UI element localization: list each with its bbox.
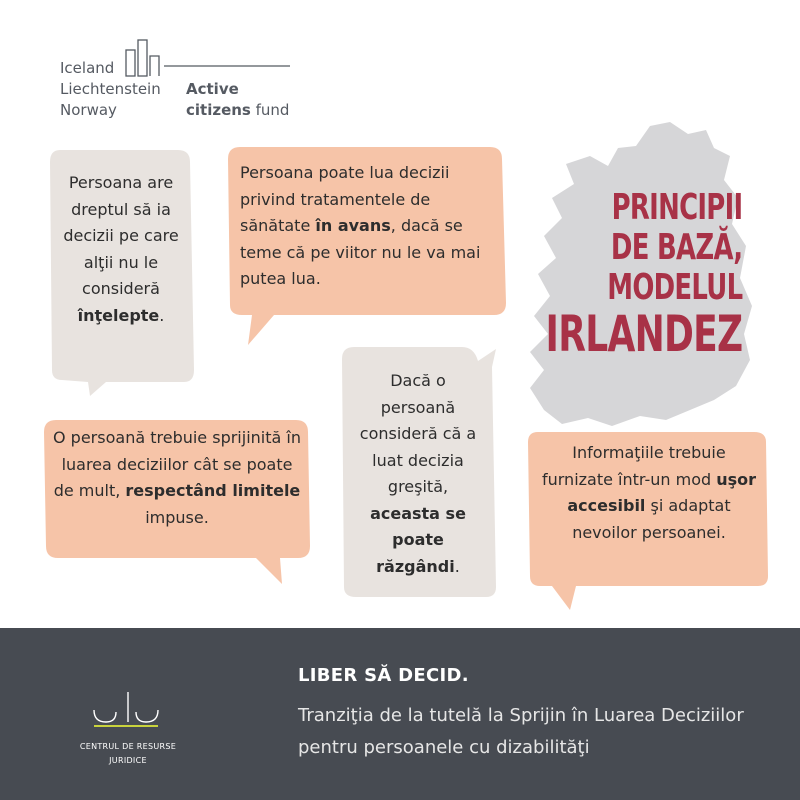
bubble-2-end: , dacă se teme că pe viitor nu le va mai putea lua. <box>240 216 481 288</box>
title-line-2: DE BAZĂ, <box>610 227 742 268</box>
speech-bubble-1 <box>58 170 184 329</box>
bubble-2-text: Persoana poate lua decizii privind tratamentele de sănătate <box>240 163 450 235</box>
logo-program-line1: Active <box>186 80 239 98</box>
speech-bubble-2 <box>240 160 496 293</box>
title-line-3: MODELUL <box>606 267 742 308</box>
bubble-5-bold: uşor accesibil <box>567 469 757 515</box>
bubble-2-bold: în avans <box>315 216 391 235</box>
org-name-line-2: JURIDICE <box>109 756 147 765</box>
country-norway: Norway <box>60 101 117 119</box>
country-iceland: Iceland <box>60 59 115 77</box>
bubble-1-text: Persoana are dreptul să ia decizii pe care alţii nu le consideră <box>63 173 179 298</box>
title-line-4: IRLANDEZ <box>545 305 742 363</box>
bubble-1-bold: înţelepte <box>77 305 160 325</box>
active-citizens-fund-logo <box>186 79 289 121</box>
bubble-5-end: şi adaptat nevoilor persoanei. <box>572 496 731 542</box>
country-liechtenstein: Liechtenstein <box>60 80 161 98</box>
logo-program-rest: fund <box>250 101 290 119</box>
scales-logo-icon <box>88 688 168 738</box>
footer-title: LIBER SĂ DECID. <box>298 665 469 686</box>
speech-bubble-5 <box>536 440 762 546</box>
logo-program-bold: citizens <box>186 101 251 119</box>
bubble-3-end: impuse. <box>145 507 209 527</box>
speech-bubble-4 <box>352 368 484 580</box>
footer-subtitle: Tranziţia de la tutelă la Sprijin în Luarea Deciziilor pentru persoanele cu dizabilităţi <box>298 705 744 758</box>
bubble-4-end: . <box>454 556 460 576</box>
bubble-4-bold: aceasta se poate răzgândi <box>370 503 466 576</box>
bubble-3-bold: respectând limitele <box>125 481 301 500</box>
title-line-1: PRINCIPII <box>611 187 742 228</box>
bubble-4-text: Dacă o persoană consideră că a luat decizia greşită, <box>359 371 477 496</box>
speech-bubble-3 <box>52 425 302 531</box>
bubble-5-text: Informaţiile trebuie furnizate într-un mod <box>541 443 726 489</box>
bubble-1-end: . <box>159 305 165 325</box>
org-name-line-1: CENTRUL DE RESURSE <box>79 742 177 751</box>
bubble-3-text: O persoană trebuie sprijinită în luarea deciziilor cât se poate de mult, <box>53 428 301 500</box>
